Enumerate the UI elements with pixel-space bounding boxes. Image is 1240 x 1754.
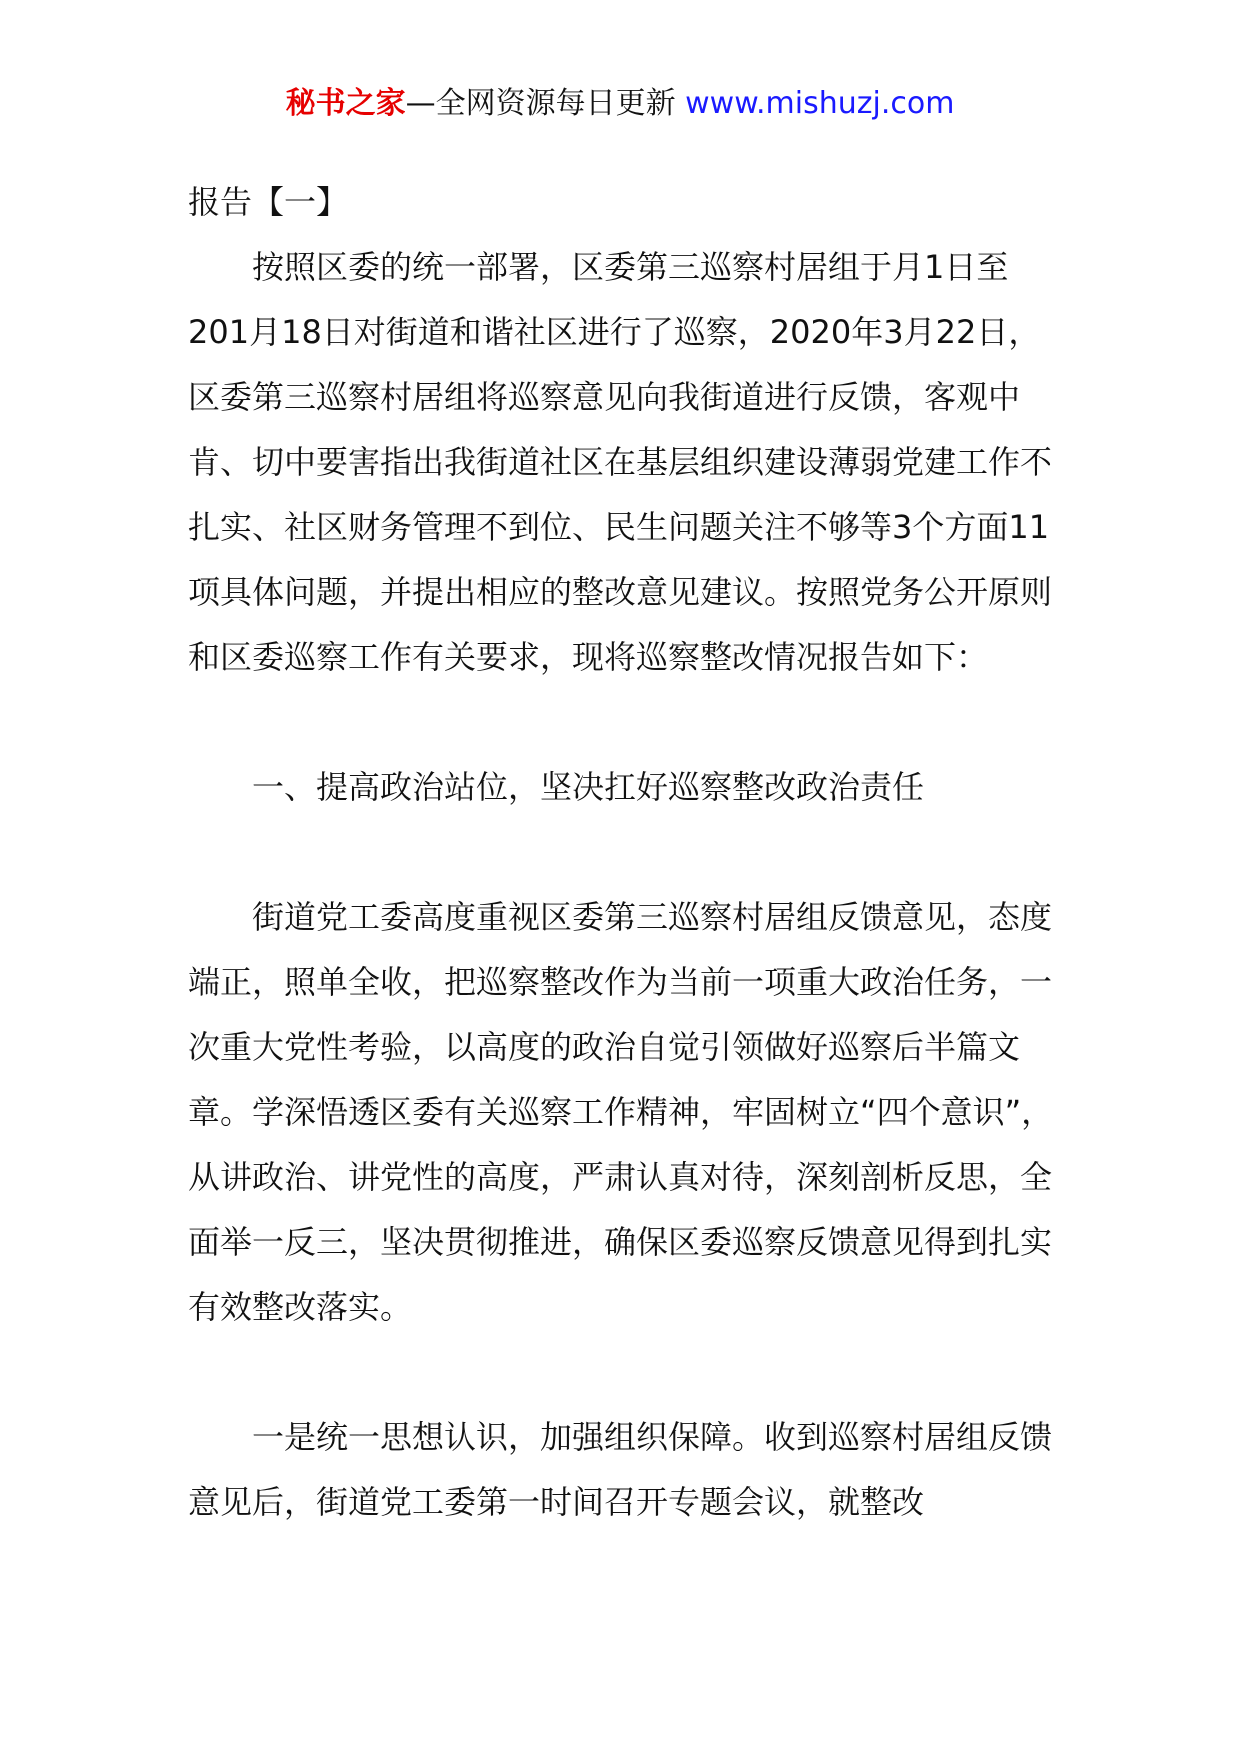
body-paragraph: 街道党工委高度重视区委第三巡察村居组反馈意见，态度端正，照单全收，把巡察整改作为当前一项重大政治任务，一次重大党性考验，以高度的政治自觉引领做好巡察后半篇文章。学深悟透区委有关巡察工作精神，牢固树立“四个意识”，从讲政治、讲党性的高度，严肃认真对待，深刻剖析反思，全面举一反三，坚决贯彻推进，确保区委巡察反馈意见得到扎实有效整改落实。	[188, 898, 1054, 1326]
intro-paragraph: 按照区委的统一部署，区委第三巡察村居组于月1日至201月18日对街道和谐社区进行了巡察，2020年3月22日，区委第三巡察村居组将巡察意见向我街道进行反馈，客观中肯、切中要害指出我街道社区在基层组织建设薄弱党建工作不扎实、社区财务管理不到位、民生问题关注不够等3个方面11项具体问题，并提出相应的整改意见建议。按照党务公开原则和区委巡察工作有关要求，现将巡察整改情况报告如下：	[188, 248, 1053, 676]
brand-name: 秘书之家	[285, 86, 406, 121]
spacer	[188, 1340, 1068, 1405]
body-paragraph: 一是统一思想认识，加强组织保障。收到巡察村居组反馈意见后，街道党工委第一时间召开专题会议，就整改	[188, 1418, 1053, 1521]
site-header	[0, 84, 1240, 124]
spacer	[188, 820, 1068, 885]
document-title: 报告【一】	[188, 183, 349, 221]
spacer	[188, 690, 1068, 755]
section-heading: 一、提高政治站位，坚决扛好巡察整改政治责任	[252, 768, 925, 806]
site-url-link[interactable]: www.mishuzj.com	[685, 86, 955, 121]
document-body	[188, 170, 1068, 1535]
header-tagline: —全网资源每日更新	[405, 86, 676, 121]
